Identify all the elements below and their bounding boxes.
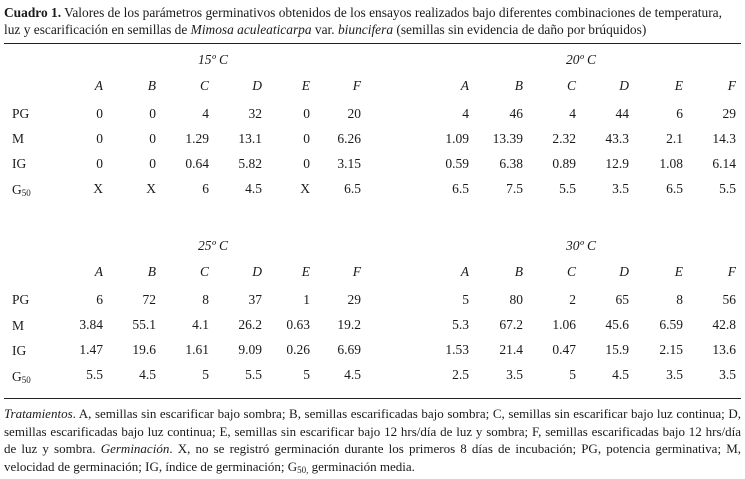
table-cell: 1.06 [552,317,576,332]
table-cell: 1.61 [185,342,209,357]
caption-var: var. [314,22,335,37]
column-header-e: E [674,264,683,279]
table-cell: 29 [722,106,736,121]
table-cell: 3.5 [719,367,736,382]
table-cell: 0.64 [185,156,209,171]
table-cell: 1.53 [445,342,469,357]
column-header-c: C [199,78,209,93]
table-cell: 72 [142,292,156,307]
temperature-header: 15º C [198,52,229,67]
table-cell: 6 [676,106,683,121]
caption-text: Valores de los parámetros germinativos obtenidos de los ensayos realizados bajo diferentes combinaciones de temperatura, luz y escarificación en semillas de [4,5,722,37]
table-cell: 1.47 [79,342,103,357]
table-cell: 2.32 [552,131,576,146]
row-label-ig: IG [12,156,27,171]
column-header-f: F [352,78,361,93]
table-cell: 1 [303,292,310,307]
table-cell: 19.2 [337,317,361,332]
column-header-c: C [566,78,576,93]
column-header-e: E [301,78,310,93]
column-header-d: D [252,264,262,279]
table-cell: 42.8 [712,317,736,332]
table-cell: 0 [303,156,310,171]
row-label-pg: PG [12,292,30,307]
table-cell: 6.69 [337,342,361,357]
table-cell: 4.5 [612,367,629,382]
treatments-text: . A, semillas sin escarificar bajo sombra; B, semillas escarificadas bajo sombra; C, semillas sin escarificar bajo luz continua; D, semillas escarificadas bajo luz continua; E, semillas sin escarificar bajo 12 hrs/día de luz y sombra; F, semillas escarificadas bajo 12 hrs/día de luz y sombra. [4,406,741,457]
table-cell: 45.6 [605,317,629,332]
table-cell: 5.3 [452,317,469,332]
column-header-c: C [566,264,576,279]
table-cell: 0.59 [445,156,469,171]
table-cell: 6.59 [659,317,683,332]
table-cell: 6.5 [344,181,361,196]
table-cell: 8 [202,292,209,307]
table-cell: 29 [347,292,361,307]
table-top-rule [4,43,741,44]
table-cell: 0 [303,131,310,146]
table-cell: 5.5 [719,181,736,196]
table-cell: X [93,181,103,196]
column-header-b: B [147,264,156,279]
column-header-b: B [147,78,156,93]
caption-species: Mimosa aculeaticarpa [190,22,312,37]
table-cell: 5 [569,367,576,382]
table-cell: 5.5 [245,367,262,382]
table-cell: 6.5 [666,181,683,196]
table-cell: 3.5 [612,181,629,196]
row-label-g: $G_{50}$ [12,369,31,385]
table-cell: 46 [509,106,523,121]
table-cell: 2.5 [452,367,469,382]
germination-end: germinación media. [308,458,415,474]
column-header-d: D [619,264,629,279]
temperature-header: 30º C [566,238,597,253]
table-cell: 1.29 [185,131,209,146]
column-header-a: A [94,264,103,279]
table-cell: 19.6 [132,342,156,357]
table-cell: 5.5 [86,367,103,382]
table-cell: 2.1 [666,131,683,146]
table-cell: 7.5 [506,181,523,196]
table-cell: 0 [149,106,156,121]
table-cell: 0 [149,131,156,146]
table-cell: 37 [248,292,262,307]
column-header-e: E [301,264,310,279]
table-cell: 5 [202,367,209,382]
table-cell: 3.5 [666,367,683,382]
temperature-header: 20º C [566,52,597,67]
table-cell: 21.4 [499,342,523,357]
table-cell: 43.3 [605,131,629,146]
table-cell: 55.1 [132,317,156,332]
table-cell: 3.5 [506,367,523,382]
table-cell: 44 [615,106,629,121]
table-cell: 5 [462,292,469,307]
table-cell: 6.38 [499,156,523,171]
table-cell: 2.15 [659,342,683,357]
table-cell: 5.82 [238,156,262,171]
table-cell: X [146,181,156,196]
column-header-b: B [514,78,523,93]
table-cell: 67.2 [499,317,523,332]
table-cell: 6 [96,292,103,307]
table-cell: 65 [615,292,629,307]
table-cell: 26.2 [238,317,262,332]
table-cell: 0.63 [286,317,310,332]
table-cell: 6.5 [452,181,469,196]
table-cell: 13.1 [238,131,262,146]
column-header-a: A [94,78,103,93]
table-bottom-rule [4,398,741,399]
row-label-m: M [12,131,25,146]
column-header-f: F [352,264,361,279]
row-label-g: $G_{50}$ [12,182,31,198]
caption-text-end: (semillas sin evidencia de daño por brúquidos) [396,22,647,37]
table-cell: 6.26 [337,131,361,146]
table-cell: 0 [96,106,103,121]
table-footnotes [4,405,741,479]
table-cell: 6.14 [712,156,736,171]
germination-text: . X, no se registró germinación durante los primeros 8 días de incubación; PG, potencia germinativa; M, velocidad de germinación; IG, índice de germinación; G [4,441,742,474]
row-label-subscript: 50 [21,188,31,198]
caption-label: Cuadro 1. [4,5,62,20]
column-header-f: F [727,78,736,93]
table-cell: 1.08 [659,156,683,171]
table-cell: 4 [462,106,469,121]
table-caption [4,4,740,38]
row-label-m: M [12,318,25,333]
germination-label: Germinación [100,441,170,457]
temperature-header: 25º C [198,238,229,253]
row-label-subscript: 50 [21,375,31,385]
table-cell: 0 [96,156,103,171]
column-header-f: F [727,264,736,279]
column-header-b: B [514,264,523,279]
table-cell: 1.09 [445,131,469,146]
table-cell: 13.39 [492,131,523,146]
caption-variety: biuncifera [337,22,394,37]
table-cell: 4.5 [139,367,156,382]
table-cell: 80 [509,292,523,307]
table-cell: 32 [248,106,262,121]
table-cell: 20 [347,106,361,121]
table-cell: X [300,181,310,196]
table-cell: 4.1 [192,317,209,332]
column-header-c: C [199,264,209,279]
table-cell: 0.89 [552,156,576,171]
table-cell: 4.5 [344,367,361,382]
column-header-d: D [619,78,629,93]
table-cell: 3.84 [79,317,103,332]
table-cell: 9.09 [238,342,262,357]
table-cell: 56 [722,292,736,307]
table-cell: 4 [202,106,209,121]
table-cell: 2 [569,292,576,307]
table-cell: 3.15 [337,156,361,171]
table-cell: 12.9 [605,156,629,171]
column-header-e: E [674,78,683,93]
column-header-d: D [252,78,262,93]
table-cell: 6 [202,181,209,196]
row-label-ig: IG [12,343,27,358]
table-cell: 0 [149,156,156,171]
table-cell: 0 [96,131,103,146]
table-cell: 14.3 [712,131,736,146]
table-cell: 0 [303,106,310,121]
table-cell: 5 [303,367,310,382]
table-cell: 4.5 [245,181,262,196]
table-cell: 8 [676,292,683,307]
column-header-a: A [460,264,469,279]
table-cell: 5.5 [559,181,576,196]
table-cell: 13.6 [712,342,736,357]
treatments-label: Tratamientos [4,406,73,421]
table-cell: 0.47 [552,342,576,357]
germination-subscript: 50, [297,464,309,475]
column-header-a: A [460,78,469,93]
table-cell: 0.26 [286,342,310,357]
row-label-pg: PG [12,106,30,121]
table-cell: 4 [569,106,576,121]
table-cell: 15.9 [605,342,629,357]
